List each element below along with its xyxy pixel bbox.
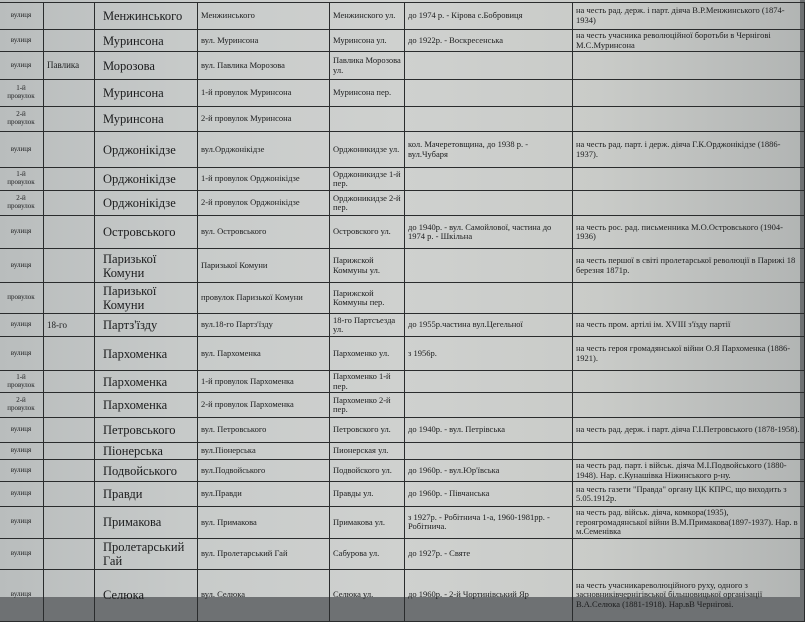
- ukrainian-name-cell: Менжинського: [198, 3, 330, 30]
- naming-note-cell: на честь рад. парт. і військ. діяча М.І.Подвойського (1880-1948). Нар. с.Кунашівка Ніжинського р-ну.: [573, 460, 805, 482]
- table-body: [0, 3, 805, 622]
- table-row: [0, 107, 805, 132]
- naming-note-cell: [573, 80, 805, 107]
- naming-note-cell: [573, 538, 805, 569]
- street-name-cell: Петровського: [95, 418, 198, 443]
- ukrainian-name-cell: вул. Муринсона: [198, 30, 330, 52]
- table-row: [0, 30, 805, 52]
- ukrainian-name-cell: вул. Пролетарський Гай: [198, 538, 330, 569]
- table-row: [0, 80, 805, 107]
- ukrainian-name-cell: вул. Павлика Морозова: [198, 52, 330, 80]
- ukrainian-name-cell: 2-й провулок Муринсона: [198, 107, 330, 132]
- former-name-cell: [405, 371, 573, 393]
- russian-name-cell: Сабурова ул.: [330, 538, 405, 569]
- ukrainian-name-cell: 1-й провулок Пархоменка: [198, 371, 330, 393]
- table-row: [0, 418, 805, 443]
- street-type-cell: вулиця: [0, 569, 44, 621]
- russian-name-cell: Парижской Коммуны ул.: [330, 249, 405, 283]
- naming-note-cell: [573, 52, 805, 80]
- former-name-cell: до 1940р. - вул. Самойлової, частина до 1974 р. - Шкільна: [405, 216, 573, 249]
- street-type-cell: провулок: [0, 283, 44, 314]
- naming-note-cell: на честь рос. рад. письменника М.О.Островського (1904-1936): [573, 216, 805, 249]
- naming-note-cell: на честь героя громадянської війни О.Я Пархоменка (1886-1921).: [573, 337, 805, 371]
- naming-note-cell: на честь першої в світі пролетарської революції в Парижі 18 березня 1871р.: [573, 249, 805, 283]
- naming-note-cell: [573, 107, 805, 132]
- street-name-cell: Партз'їзду: [95, 314, 198, 337]
- former-name-cell: з 1927р. - Робітнича 1-а, 1960-1981рр. - Робітнича.: [405, 507, 573, 539]
- ukrainian-name-cell: вул. Примакова: [198, 507, 330, 539]
- ukrainian-name-cell: 1-й провулок Муринсона: [198, 80, 330, 107]
- street-type-cell: вулиця: [0, 249, 44, 283]
- name-prefix-cell: [44, 418, 95, 443]
- table-row: [0, 216, 805, 249]
- street-type-cell: вулиця: [0, 538, 44, 569]
- street-name-cell: Орджонікідзе: [95, 168, 198, 191]
- street-type-cell: вулиця: [0, 30, 44, 52]
- street-name-cell: Муринсона: [95, 80, 198, 107]
- street-type-cell: вулиця: [0, 52, 44, 80]
- street-name-cell: Паризької Комуни: [95, 249, 198, 283]
- street-name-cell: Муринсона: [95, 107, 198, 132]
- street-name-cell: Пархоменка: [95, 337, 198, 371]
- name-prefix-cell: [44, 371, 95, 393]
- table-row: [0, 460, 805, 482]
- table-row: [0, 393, 805, 418]
- russian-name-cell: Муринсона ул.: [330, 30, 405, 52]
- street-type-cell: вулиця: [0, 418, 44, 443]
- russian-name-cell: Пархоменко ул.: [330, 337, 405, 371]
- russian-name-cell: Селюка ул.: [330, 569, 405, 621]
- russian-name-cell: Парижской Коммуны пер.: [330, 283, 405, 314]
- name-prefix-cell: [44, 538, 95, 569]
- name-prefix-cell: [44, 30, 95, 52]
- name-prefix-cell: [44, 460, 95, 482]
- table-row: [0, 569, 805, 621]
- name-prefix-cell: [44, 482, 95, 507]
- street-type-cell: вулиця: [0, 482, 44, 507]
- street-name-cell: Пролетарський Гай: [95, 538, 198, 569]
- table-row: [0, 249, 805, 283]
- street-type-cell: 2-й провулок: [0, 107, 44, 132]
- table-row: [0, 52, 805, 80]
- street-name-cell: Пархоменка: [95, 393, 198, 418]
- street-type-cell: вулиця: [0, 3, 44, 30]
- naming-note-cell: [573, 393, 805, 418]
- former-name-cell: з 1956р.: [405, 337, 573, 371]
- naming-note-cell: на честь учасникареволюційного руху, одного з засновниківчернігівської більшовицької організації В.А.Селюка (1881-1918). Нар.вВ Чернігові.: [573, 569, 805, 621]
- naming-note-cell: на честь рад. держ. і парт. діяча Г.І.Петровського (1878-1958).: [573, 418, 805, 443]
- street-type-cell: 2-й провулок: [0, 191, 44, 216]
- former-name-cell: [405, 393, 573, 418]
- street-name-cell: Менжинського: [95, 3, 198, 30]
- name-prefix-cell: [44, 107, 95, 132]
- street-name-cell: Селюка: [95, 569, 198, 621]
- street-name-cell: Орджонікідзе: [95, 132, 198, 168]
- russian-name-cell: [330, 107, 405, 132]
- naming-note-cell: на честь учасника революційної боротьби в Чернігові М.С.Муринсона: [573, 30, 805, 52]
- former-name-cell: [405, 191, 573, 216]
- russian-name-cell: Подвойского ул.: [330, 460, 405, 482]
- name-prefix-cell: [44, 393, 95, 418]
- name-prefix-cell: [44, 337, 95, 371]
- naming-note-cell: [573, 443, 805, 460]
- former-name-cell: до 1955р.частина вул.Цегельної: [405, 314, 573, 337]
- former-name-cell: до 1974 р. - Кірова с.Бобровиця: [405, 3, 573, 30]
- russian-name-cell: Орджоникидзе ул.: [330, 132, 405, 168]
- ukrainian-name-cell: вул. Селюка: [198, 569, 330, 621]
- street-name-cell: Островського: [95, 216, 198, 249]
- ukrainian-name-cell: вул. Петровського: [198, 418, 330, 443]
- street-name-cell: Подвойського: [95, 460, 198, 482]
- ukrainian-name-cell: Паризької Комуни: [198, 249, 330, 283]
- former-name-cell: [405, 168, 573, 191]
- naming-note-cell: на честь рад. військ. діяча, комкора(1935), героягромадянської війни В.М.Примакова(1897-1937). Нар. в м.Семенівка: [573, 507, 805, 539]
- russian-name-cell: Примакова ул.: [330, 507, 405, 539]
- former-name-cell: [405, 52, 573, 80]
- russian-name-cell: Пархоменко 2-й пер.: [330, 393, 405, 418]
- former-name-cell: [405, 249, 573, 283]
- name-prefix-cell: [44, 132, 95, 168]
- table-row: [0, 538, 805, 569]
- street-name-cell: Муринсона: [95, 30, 198, 52]
- ukrainian-name-cell: 2-й провулок Пархоменка: [198, 393, 330, 418]
- street-names-table: [0, 2, 805, 622]
- name-prefix-cell: [44, 443, 95, 460]
- ukrainian-name-cell: 2-й провулок Орджонікідзе: [198, 191, 330, 216]
- street-type-cell: вулиця: [0, 132, 44, 168]
- russian-name-cell: Островского ул.: [330, 216, 405, 249]
- former-name-cell: до 1960р. - Півчанська: [405, 482, 573, 507]
- table-row: [0, 168, 805, 191]
- street-type-cell: 1-й провулок: [0, 371, 44, 393]
- former-name-cell: [405, 107, 573, 132]
- russian-name-cell: Орджоникидзе 2-й пер.: [330, 191, 405, 216]
- name-prefix-cell: [44, 191, 95, 216]
- name-prefix-cell: [44, 283, 95, 314]
- russian-name-cell: Пархоменко 1-й пер.: [330, 371, 405, 393]
- name-prefix-cell: [44, 168, 95, 191]
- former-name-cell: до 1927р. - Святе: [405, 538, 573, 569]
- ukrainian-name-cell: 1-й провулок Орджонікідзе: [198, 168, 330, 191]
- table-row: [0, 3, 805, 30]
- name-prefix-cell: [44, 507, 95, 539]
- name-prefix-cell: [44, 80, 95, 107]
- former-name-cell: до 1960р. - вул.Юр'ївська: [405, 460, 573, 482]
- ukrainian-name-cell: вул.18-го Партз'їзду: [198, 314, 330, 337]
- russian-name-cell: Петровского ул.: [330, 418, 405, 443]
- street-name-cell: Морозова: [95, 52, 198, 80]
- street-name-cell: Примакова: [95, 507, 198, 539]
- ukrainian-name-cell: вул. Островського: [198, 216, 330, 249]
- former-name-cell: до 1960р. - 2-й Чортинівський Яр: [405, 569, 573, 621]
- street-name-cell: Правди: [95, 482, 198, 507]
- russian-name-cell: 18-го Партсъезда ул.: [330, 314, 405, 337]
- street-type-cell: вулиця: [0, 507, 44, 539]
- former-name-cell: [405, 443, 573, 460]
- table-row: [0, 132, 805, 168]
- ukrainian-name-cell: вул.Подвойського: [198, 460, 330, 482]
- former-name-cell: [405, 283, 573, 314]
- russian-name-cell: Павлика Морозова ул.: [330, 52, 405, 80]
- former-name-cell: кол. Мачеретовщина, до 1938 р. - вул.Чубаря: [405, 132, 573, 168]
- table-row: [0, 191, 805, 216]
- naming-note-cell: [573, 191, 805, 216]
- russian-name-cell: Менжинского ул.: [330, 3, 405, 30]
- street-name-cell: Орджонікідзе: [95, 191, 198, 216]
- street-type-cell: вулиця: [0, 443, 44, 460]
- table-row: [0, 507, 805, 539]
- ukrainian-name-cell: вул.Піонерська: [198, 443, 330, 460]
- ukrainian-name-cell: вул. Пархоменка: [198, 337, 330, 371]
- table-row: [0, 337, 805, 371]
- ukrainian-name-cell: вул.Правди: [198, 482, 330, 507]
- street-type-cell: вулиця: [0, 216, 44, 249]
- name-prefix-cell: Павлика: [44, 52, 95, 80]
- former-name-cell: до 1940р. - вул. Петрівська: [405, 418, 573, 443]
- table-row: [0, 314, 805, 337]
- table-row: [0, 482, 805, 507]
- naming-note-cell: [573, 371, 805, 393]
- table-row: [0, 371, 805, 393]
- table-row: [0, 443, 805, 460]
- street-type-cell: вулиця: [0, 337, 44, 371]
- street-type-cell: вулиця: [0, 460, 44, 482]
- former-name-cell: [405, 80, 573, 107]
- street-name-cell: Паризької Комуни: [95, 283, 198, 314]
- name-prefix-cell: [44, 569, 95, 621]
- name-prefix-cell: 18-го: [44, 314, 95, 337]
- naming-note-cell: на честь пром. артілі ім. XVIII з'їзду партії: [573, 314, 805, 337]
- naming-note-cell: [573, 168, 805, 191]
- street-name-cell: Піонерська: [95, 443, 198, 460]
- naming-note-cell: на честь рад. держ. і парт. діяча В.Р.Менжинського (1874-1934): [573, 3, 805, 30]
- russian-name-cell: Правды ул.: [330, 482, 405, 507]
- name-prefix-cell: [44, 249, 95, 283]
- russian-name-cell: Пионерская ул.: [330, 443, 405, 460]
- name-prefix-cell: [44, 3, 95, 30]
- naming-note-cell: на честь рад. парт. і держ. діяча Г.К.Орджонікідзе (1886-1937).: [573, 132, 805, 168]
- street-type-cell: 1-й провулок: [0, 80, 44, 107]
- naming-note-cell: [573, 283, 805, 314]
- ukrainian-name-cell: провулок Паризької Комуни: [198, 283, 330, 314]
- russian-name-cell: Муринсона пер.: [330, 80, 405, 107]
- street-type-cell: 2-й провулок: [0, 393, 44, 418]
- ukrainian-name-cell: вул.Орджонікідзе: [198, 132, 330, 168]
- naming-note-cell: на честь газети "Правда" органу ЦК КПРС, що виходить з 5.05.1912р.: [573, 482, 805, 507]
- russian-name-cell: Орджоникидзе 1-й пер.: [330, 168, 405, 191]
- street-type-cell: вулиця: [0, 314, 44, 337]
- name-prefix-cell: [44, 216, 95, 249]
- street-type-cell: 1-й провулок: [0, 168, 44, 191]
- former-name-cell: до 1922р. - Воскресенська: [405, 30, 573, 52]
- street-name-cell: Пархоменка: [95, 371, 198, 393]
- table-row: [0, 283, 805, 314]
